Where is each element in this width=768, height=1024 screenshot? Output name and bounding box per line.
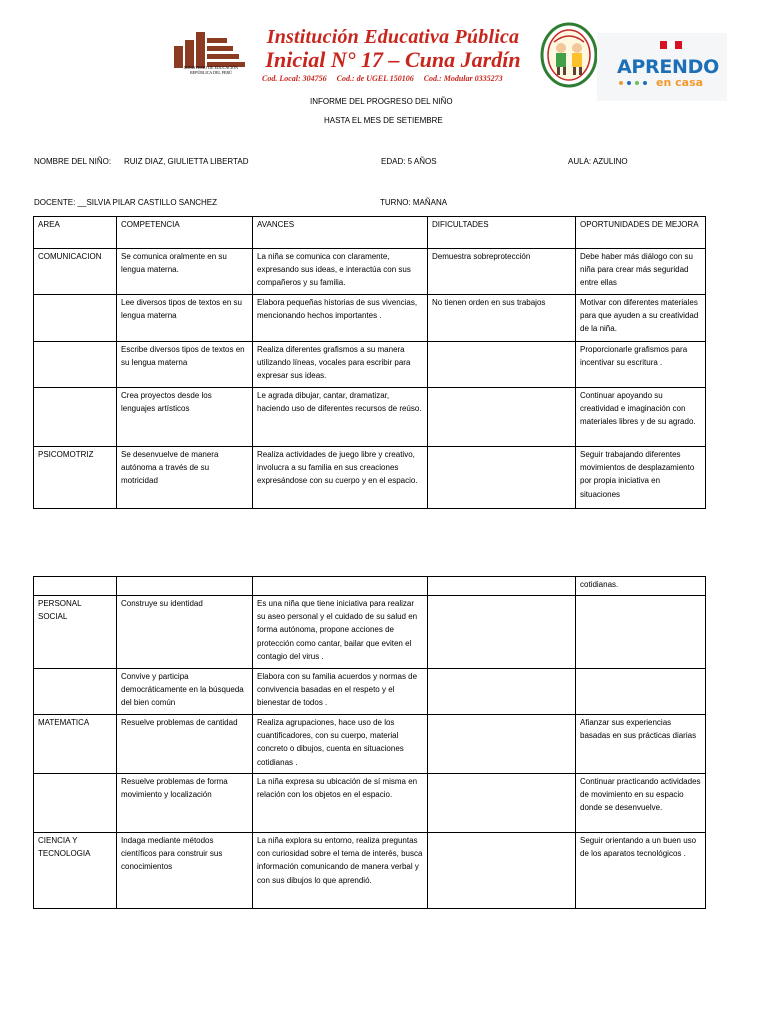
teacher-name: DOCENTE: __SILVIA PILAR CASTILLO SANCHEZ [34, 198, 218, 207]
table-row [34, 669, 706, 715]
cell-dificultades [428, 577, 576, 596]
code-ugel: Cod.: de UGEL 150106 [336, 74, 414, 83]
cell-competencia: Indaga mediante métodos científicos para construir sus conocimientos [117, 833, 253, 909]
cell-area: MATEMATICA [34, 715, 117, 774]
cell-competencia: Resuelve problemas de cantidad [117, 715, 253, 774]
cell-area [34, 295, 117, 342]
table-row [34, 774, 706, 833]
cell-oportunidades: Continuar apoyando su creatividad e imaginación con materiales libres y de su agrado. [576, 388, 706, 447]
table-row [34, 596, 706, 669]
cell-avances: Realiza actividades de juego libre y creativo, involucra a su familia en sus creaciones expresándose con su cuerpo y en el espacio. [253, 447, 428, 509]
cell-area: PSICOMOTRIZ [34, 447, 117, 509]
cell-avances: Realiza agrupaciones, hace uso de los cuantificadores, con su cuerpo, material concreto o dibujos, cuenta en situaciones cotidianas . [253, 715, 428, 774]
cell-dificultades [428, 388, 576, 447]
classroom: AULA: AZULINO [568, 157, 628, 166]
cell-dificultades [428, 342, 576, 388]
cell-avances: Realiza diferentes grafismos a su manera utilizando líneas, vocales para escribir para expresar sus ideas. [253, 342, 428, 388]
cell-dificultades [428, 447, 576, 509]
cell-avances: Elabora pequeñas historias de sus vivencias, mencionando hechos importantes . [253, 295, 428, 342]
peru-flag-icon [660, 41, 682, 49]
cell-oportunidades: cotidianas. [576, 577, 706, 596]
cell-avances: Elabora con su familia acuerdos y normas de convivencia basadas en el respeto y el bienestar de todos . [253, 669, 428, 715]
cell-avances: Le agrada dibujar, cantar, dramatizar, haciendo uso de diferentes recursos de reúso. [253, 388, 428, 447]
cell-avances: La niña explora su entorno, realiza preguntas con curiosidad sobre el tema de interés, busca información comunicando de manera verbal y con sus dibujos lo que aprendió. [253, 833, 428, 909]
cell-competencia [117, 577, 253, 596]
header-avances: AVANCES [253, 217, 428, 249]
cell-dificultades: No tienen orden en sus trabajos [428, 295, 576, 342]
progress-table-1 [33, 216, 706, 509]
shift: TURNO: MAÑANA [380, 198, 448, 207]
cell-dificultades [428, 596, 576, 669]
cell-competencia: Escribe diversos tipos de textos en su lengua materna [117, 342, 253, 388]
cell-avances: La niña expresa su ubicación de sí misma en relación con los objetos en el espacio. [253, 774, 428, 833]
institution-codes [262, 74, 532, 84]
progress-table-2 [33, 576, 706, 909]
code-modular: Cod.: Modular 0335273 [423, 74, 503, 83]
cell-dificultades [428, 774, 576, 833]
cell-oportunidades: Seguir trabajando diferentes movimientos de desplazamiento por propia iniciativa en situaciones [576, 447, 706, 509]
table-row [34, 577, 706, 596]
child-name-label: NOMBRE DEL NIÑO: [34, 157, 112, 166]
cell-dificultades [428, 669, 576, 715]
table-row [34, 342, 706, 388]
cell-oportunidades: Proporcionarle grafismos para incentivar su escritura . [576, 342, 706, 388]
cell-oportunidades: Debe haber más diálogo con su niña para crear más seguridad entre ellas [576, 249, 706, 295]
code-local: Cod. Local: 304756 [262, 74, 327, 83]
aprendo-subtitle: en casa [656, 76, 704, 89]
table-header-row [34, 217, 706, 249]
cell-competencia: Crea proyectos desde los lenguajes artísticos [117, 388, 253, 447]
cell-dificultades [428, 833, 576, 909]
child-name-value: RUIZ DIAZ, GIULIETTA LIBERTAD [124, 157, 249, 166]
header-oportunidades: OPORTUNIDADES DE MEJORA [576, 217, 706, 249]
cell-avances: Es una niña que tiene iniciativa para realizar su aseo personal y el cuidado de su salud en forma autónoma, propone acciones de protección como cantar, bailar que eviten el contagio del virus . [253, 596, 428, 669]
report-subtitle: HASTA EL MES DE SETIEMBRE [324, 116, 443, 125]
report-title: INFORME DEL PROGRESO DEL NIÑO [310, 97, 453, 106]
cell-oportunidades: Continuar practicando actividades de movimiento en su espacio donde se desenvuelve. [576, 774, 706, 833]
aprendo-title: APRENDO [617, 56, 719, 78]
header-area: AREA [34, 217, 117, 249]
ministry-logo-text: MINISTERIO DE EDUCACIÓN REPÚBLICA DEL PERÚ [184, 65, 238, 75]
cell-competencia: Se comunica oralmente en su lengua materna. [117, 249, 253, 295]
cell-area [34, 774, 117, 833]
cell-area [34, 342, 117, 388]
table-row [34, 447, 706, 509]
cell-area: PERSONAL SOCIAL [34, 596, 117, 669]
cell-competencia: Se desenvuelve de manera autónoma a través de su motricidad [117, 447, 253, 509]
cell-area: CIENCIA Y TECNOLOGIA [34, 833, 117, 909]
cell-area [34, 669, 117, 715]
institution-title: Institución Educativa Pública [266, 26, 520, 48]
header-dificultades: DIFICULTADES [428, 217, 576, 249]
cell-oportunidades [576, 596, 706, 669]
cell-competencia: Lee diversos tipos de textos en su lengua materna [117, 295, 253, 342]
cell-area [34, 577, 117, 596]
cell-oportunidades: Motivar con diferentes materiales para que ayuden a su creatividad de la niña. [576, 295, 706, 342]
cell-avances [253, 577, 428, 596]
cell-competencia: Construye su identidad [117, 596, 253, 669]
cell-oportunidades [576, 669, 706, 715]
header-competencia: COMPETENCIA [117, 217, 253, 249]
cell-avances: La niña se comunica con claramente, expresando sus ideas, e interactúa con sus compañeros y su familia. [253, 249, 428, 295]
cell-dificultades: Demuestra sobreprotección [428, 249, 576, 295]
cell-area: COMUNICACION [34, 249, 117, 295]
cell-oportunidades: Seguir orientando a un buen uso de los aparatos tecnológicos . [576, 833, 706, 909]
school-seal-logo [540, 22, 598, 88]
cell-dificultades [428, 715, 576, 774]
table-row [34, 249, 706, 295]
table-row [34, 715, 706, 774]
table-row [34, 833, 706, 909]
cell-competencia: Convive y participa democráticamente en la búsqueda del bien común [117, 669, 253, 715]
aprendo-dots-icon [618, 80, 654, 86]
institution-subtitle: Inicial N° 17 – Cuna Jardín [265, 47, 521, 72]
child-age: EDAD: 5 AÑOS [381, 157, 437, 166]
cell-area [34, 388, 117, 447]
cell-competencia: Resuelve problemas de forma movimiento y localización [117, 774, 253, 833]
cell-oportunidades: Afianzar sus experiencias basadas en sus prácticas diarias [576, 715, 706, 774]
table-row [34, 388, 706, 447]
table-row [34, 295, 706, 342]
